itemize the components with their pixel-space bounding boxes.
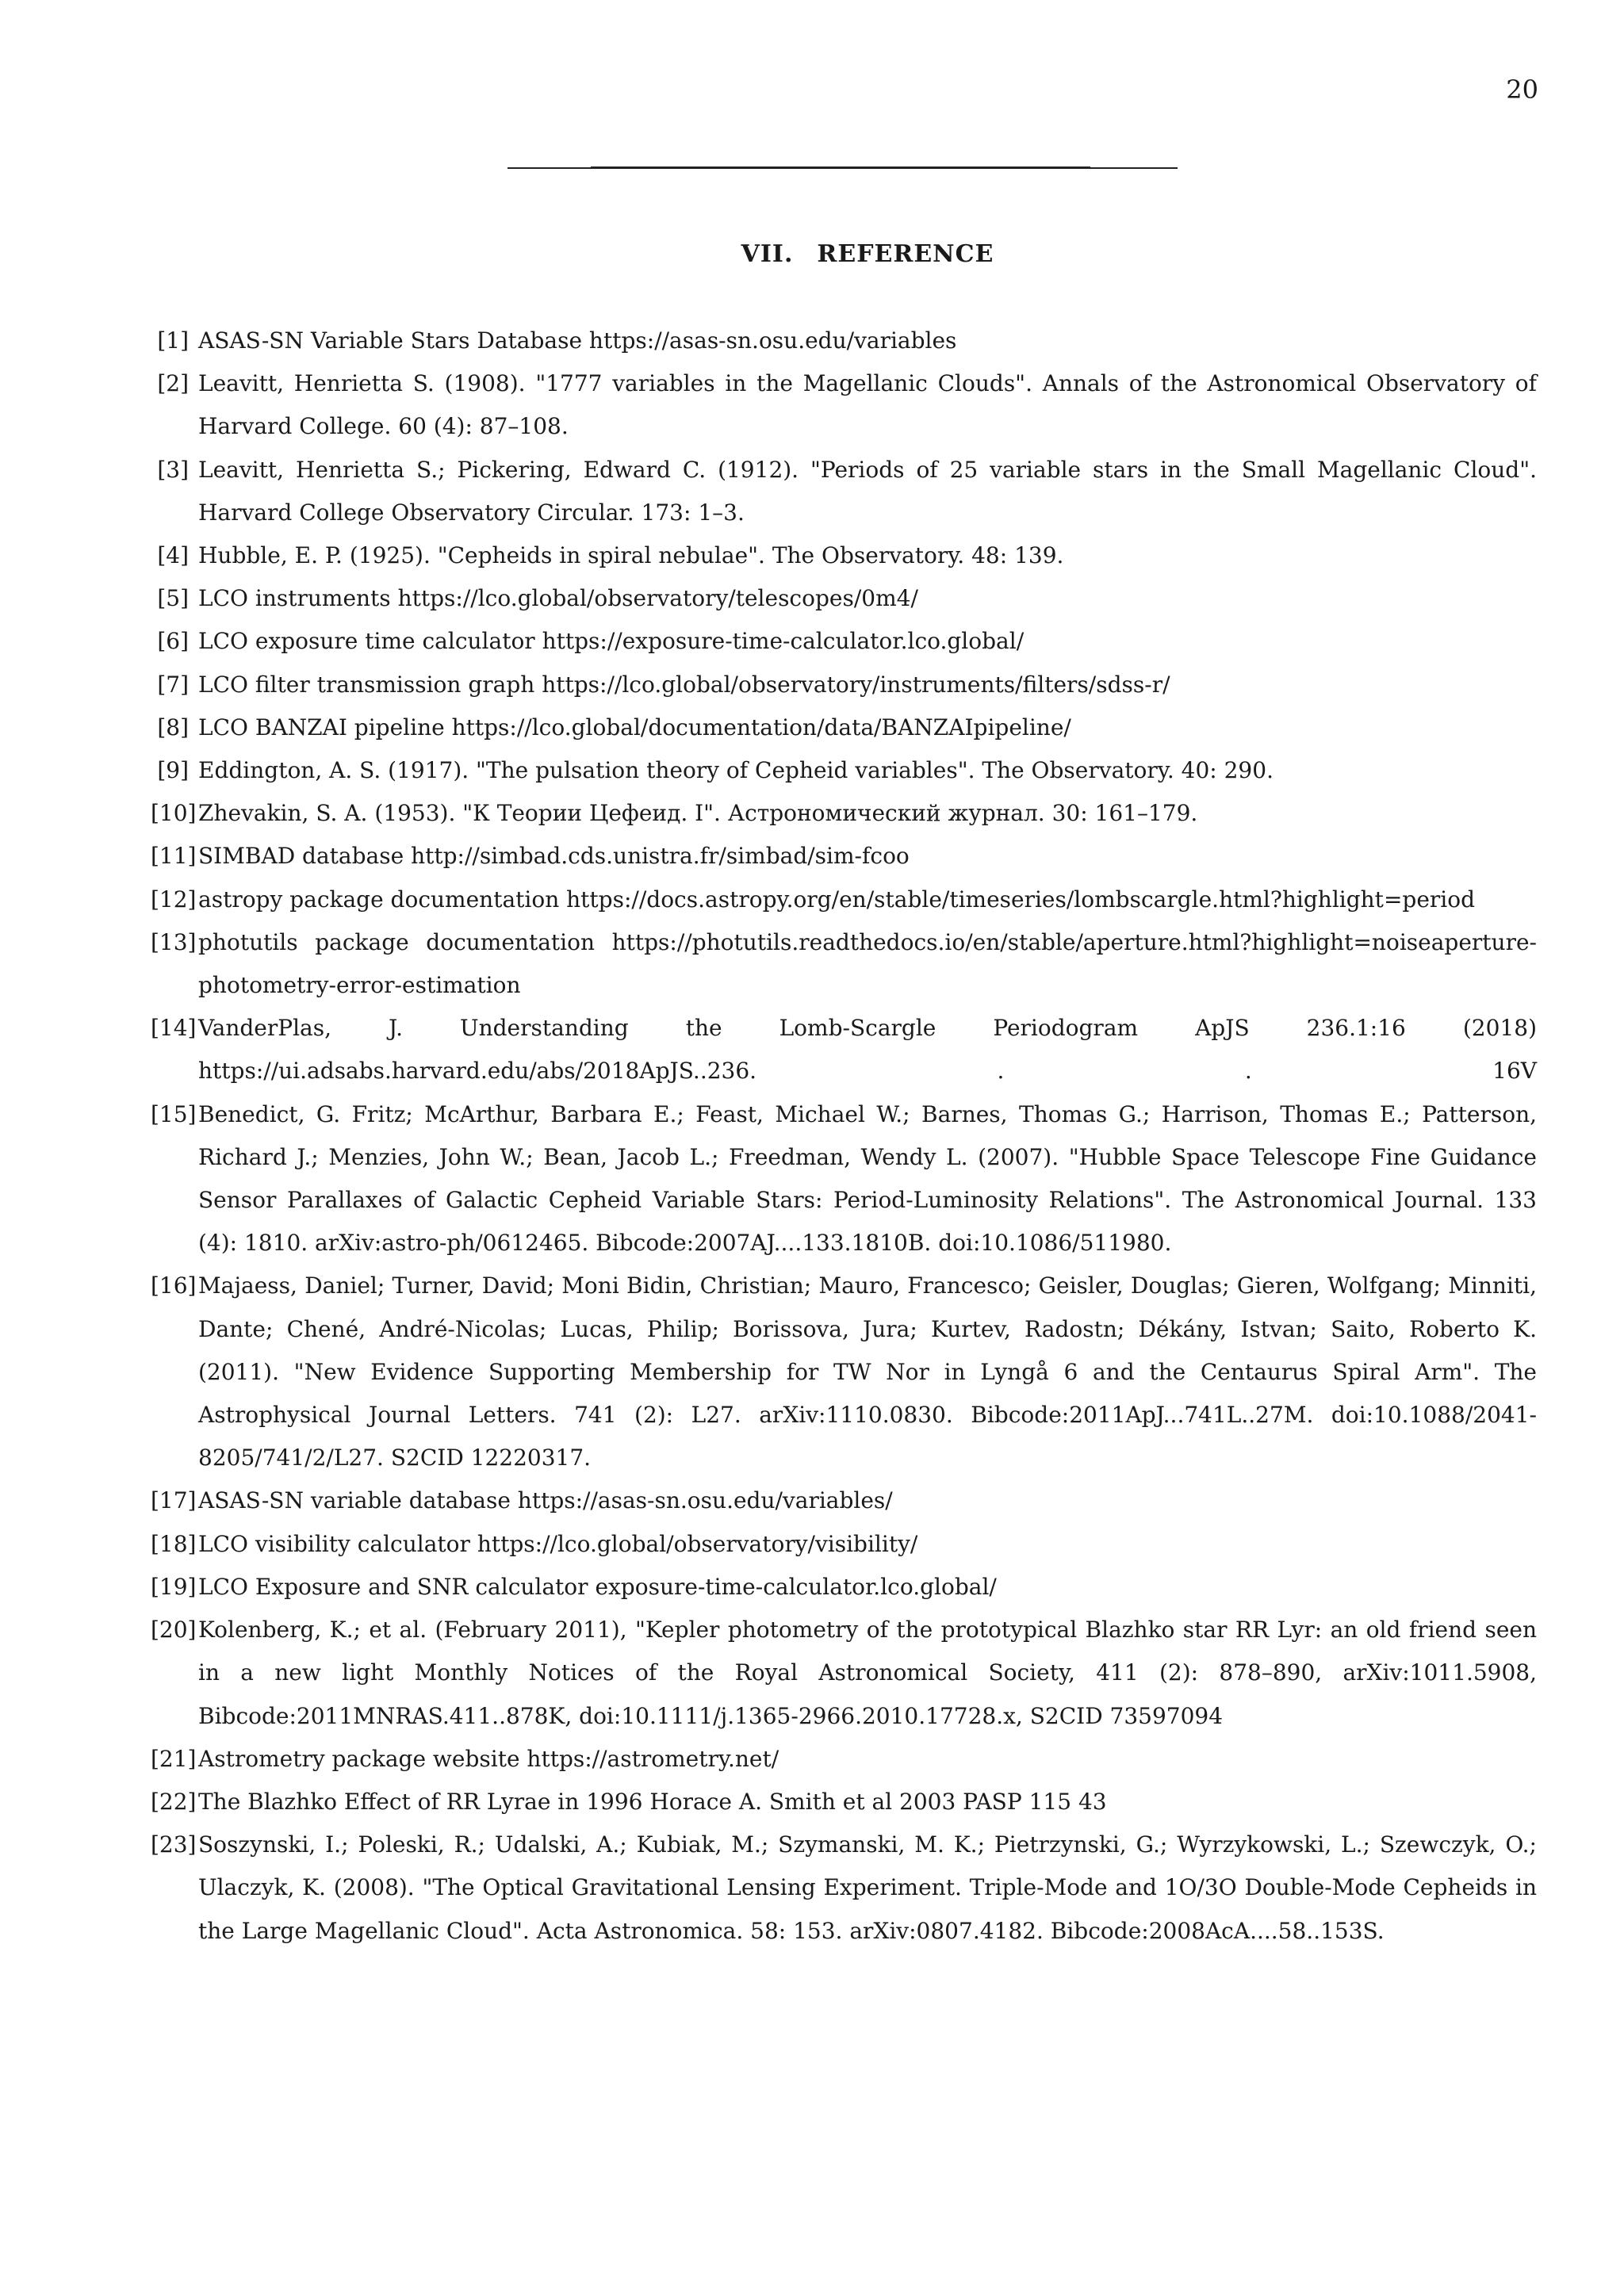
reference-item [151,534,1537,577]
reference-text: LCO exposure time calculator https://exposure-time-calculator.lco.global/ [198,628,1025,655]
reference-number: [13] [151,928,197,955]
reference-number: [9] [157,757,189,784]
reference-text: LCO BANZAI pipeline https://lco.global/documentation/data/BANZAIpipeline/ [198,714,1071,740]
reference-number: [4] [157,542,189,569]
reference-item [151,1738,1537,1781]
reference-text: Kolenberg, K.; et al. (February 2011), "Kepler photometry of the prototypical Blazhko star RR Lyr: an old friend seen in a new light Monthly Notices of the Royal Astronomical Society, 411 (2): 878–890, arXiv:1011.5908, Bibcode:2011MNRAS.411..878K, doi:10.1111/j.1365-2966.2010.17728.x, S2CID 73597094 [198,1617,1537,1729]
reference-text: LCO Exposure and SNR calculator exposure-time-calculator.lco.global/ [198,1573,997,1600]
reference-text: ASAS-SN variable database https://asas-sn.osu.edu/variables/ [198,1487,893,1514]
reference-item [151,1523,1537,1566]
reference-number: [7] [157,671,189,698]
reference-text: ASAS-SN Variable Stars Database https://asas-sn.osu.edu/variables [198,327,957,354]
reference-number: [16] [151,1272,197,1299]
reference-text: Leavitt, Henrietta S. (1908). "1777 variables in the Magellanic Clouds". Annals of the Astronomical Observatory of Harvard College. 60 (4): 87–108. [198,370,1537,440]
reference-item [151,1781,1537,1823]
section-number: VII. [741,240,794,268]
reference-item [151,878,1537,921]
reference-text: astropy package documentation https://docs.astropy.org/en/stable/timeseries/lombscargle.html?highlight=period [198,886,1476,913]
reference-number: [12] [151,886,197,913]
reference-number: [1] [157,327,189,354]
reference-text: Benedict, G. Fritz; McArthur, Barbara E.; Feast, Michael W.; Barnes, Thomas G.; Harrison, Thomas E.; Patterson, Richard J.; Menzies, John W.; Bean, Jacob L.; Freedman, Wendy L. (2007). "Hubble Space Telescope Fine Guidance Sensor Parallaxes of Galactic Cepheid Variable Stars: Period-Luminosity Relations". The Astronomical Journal. 133 (4): 1810. arXiv:astro-ph/0612465. Bibcode:2007AJ....133.1810B. doi:10.1086/511980. [198,1100,1537,1257]
reference-item [151,1093,1537,1265]
reference-item [151,749,1537,792]
reference-text: SIMBAD database http://simbad.cds.unistra.fr/simbad/sim-fcoo [198,843,910,870]
reference-item [151,792,1537,835]
reference-text: LCO instruments https://lco.global/observatory/telescopes/0m4/ [198,585,918,612]
page-number: 20 [1506,75,1538,105]
reference-item [151,320,1537,362]
reference-number: [20] [151,1617,197,1644]
reference-number: [3] [157,456,189,483]
reference-number: [8] [157,714,189,740]
reference-item [151,1007,1537,1093]
reference-text: photutils package documentation https://photutils.readthedocs.io/en/stable/aperture.html?highlight=noiseaperture-photometry-error-estimation [198,928,1537,999]
reference-item [151,1479,1537,1522]
reference-text: Zhevakin, S. A. (1953). "К Теории Цефеид. I". Астрономический журнал. 30: 161–179. [198,800,1198,827]
reference-number: [6] [157,628,189,655]
reference-text: Astrometry package website https://astrometry.net/ [198,1745,779,1772]
reference-item [151,362,1537,448]
reference-text: LCO visibility calculator https://lco.global/observatory/visibility/ [198,1530,918,1557]
reference-item [151,1823,1537,1953]
section-title: REFERENCE [817,240,994,268]
reference-text: Eddington, A. S. (1917). "The pulsation theory of Cepheid variables". The Observatory. 40: 290. [198,757,1274,784]
reference-number: [22] [151,1788,197,1815]
reference-list [151,320,1537,1953]
section-heading [0,240,1624,268]
reference-item [151,706,1537,749]
reference-text: VanderPlas, J. Understanding the Lomb-Scargle Periodogram ApJS 236.1:16 (2018) https://ui.adsabs.harvard.edu/abs/2018ApJS..236. . . 16V [198,1015,1537,1085]
reference-text: LCO filter transmission graph https://lco.global/observatory/instruments/filters/sdss-r/ [198,671,1170,698]
reference-text: Soszynski, I.; Poleski, R.; Udalski, A.; Kubiak, M.; Szymanski, M. K.; Pietrzynski, G.; Wyrzykowski, L.; Szewczyk, O.; Ulaczyk, K. (2008). "The Optical Gravitational Lensing Experiment. Triple-Mode and 1O/3O Double-Mode Cepheids in the Large Magellanic Cloud". Acta Astronomica. 58: 153. arXiv:0807.4182. Bibcode:2008AcA....58..153S. [198,1831,1537,1944]
reference-number: [14] [151,1015,197,1042]
reference-item [151,921,1537,1007]
reference-number: [21] [151,1745,197,1772]
reference-number: [11] [151,843,197,870]
reference-item [151,664,1537,706]
header-rule-thick [591,166,1090,169]
reference-item [151,449,1537,534]
reference-number: [17] [151,1487,197,1514]
reference-text: Majaess, Daniel; Turner, David; Moni Bidin, Christian; Mauro, Francesco; Geisler, Douglas; Gieren, Wolfgang; Minniti, Dante; Chené, André-Nicolas; Lucas, Philip; Borissova, Jura; Kurtev, Radostn; Dékány, Istvan; Saito, Roberto K. (2011). "New Evidence Supporting Membership for TW Nor in Lyngå 6 and the Centaurus Spiral Arm". The Astrophysical Journal Letters. 741 (2): L27. arXiv:1110.0830. Bibcode:2011ApJ...741L..27M. doi:10.1088/2041-8205/741/2/L27. S2CID 12220317. [198,1272,1537,1471]
reference-number: [10] [151,800,197,827]
reference-text: The Blazhko Effect of RR Lyrae in 1996 Horace A. Smith et al 2003 PASP 115 43 [198,1788,1107,1815]
reference-number: [18] [151,1530,197,1557]
reference-number: [23] [151,1831,197,1858]
reference-item [151,1265,1537,1479]
reference-item [151,835,1537,878]
reference-text: Hubble, E. P. (1925). "Cepheids in spiral nebulae". The Observatory. 48: 139. [198,542,1064,569]
reference-number: [5] [157,585,189,612]
reference-item [151,1609,1537,1738]
reference-text: Leavitt, Henrietta S.; Pickering, Edward C. (1912). "Periods of 25 variable stars in the Small Magellanic Cloud". Harvard College Observatory Circular. 173: 1–3. [198,456,1537,526]
reference-number: [2] [157,370,189,397]
reference-number: [19] [151,1573,197,1600]
reference-item [151,577,1537,620]
reference-item [151,1566,1537,1609]
reference-item [151,620,1537,663]
reference-number: [15] [151,1100,197,1127]
